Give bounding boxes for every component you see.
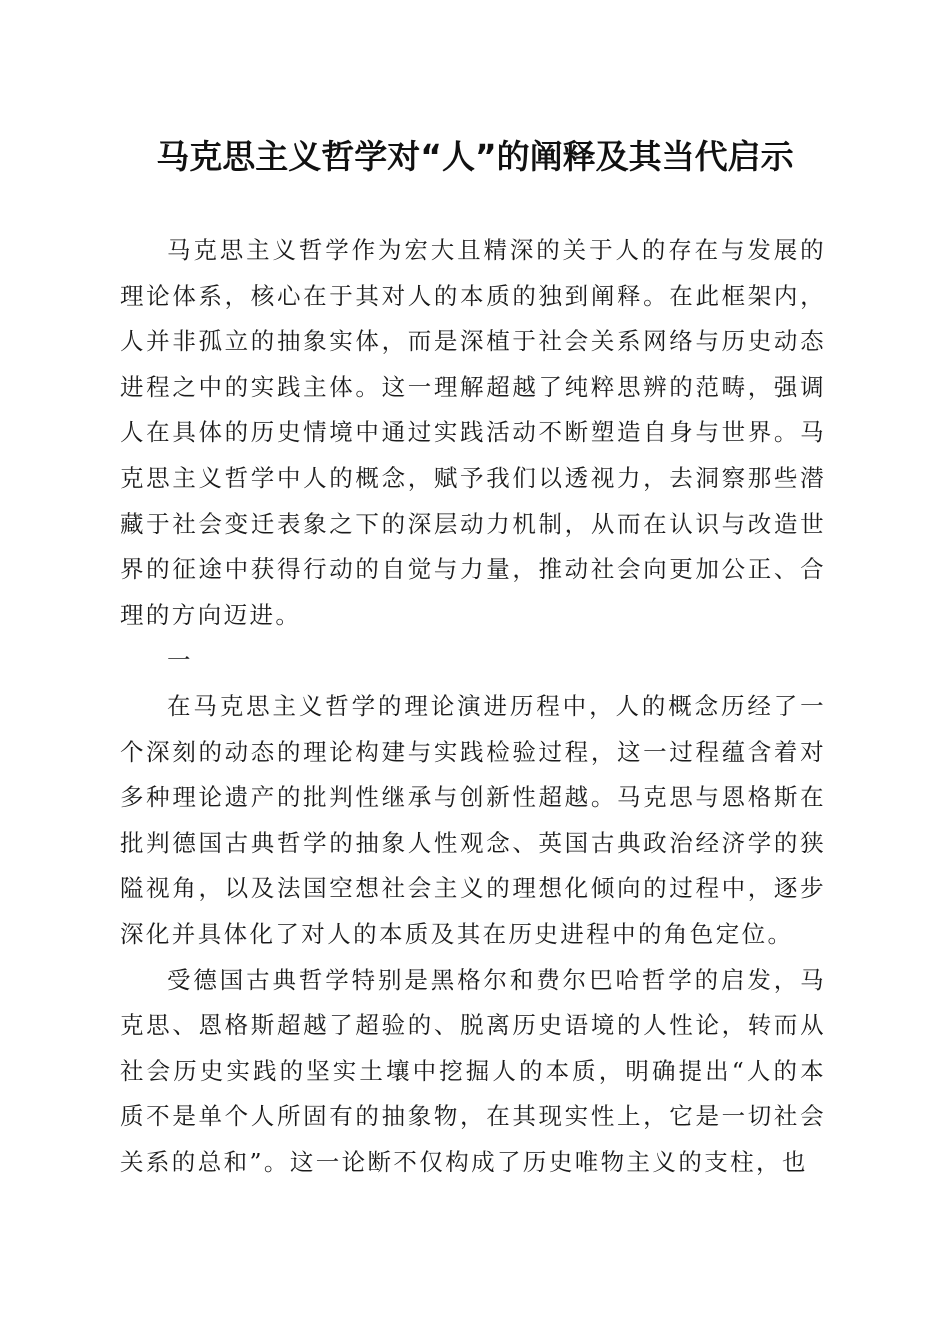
body-paragraph: 在马克思主义哲学的理论演进历程中，人的概念历经了一个深刻的动态的理论构建与实践检验过程，这一过程蕴含着对多种理论遗产的批判性继承与创新性超越。马克思与恩格斯在批判德国古典哲学的抽象人性观念、英国古典政治经济学的狭隘视角，以及法国空想社会主义的理想化倾向的过程中，逐步深化并具体化了对人的本质及其在历史进程中的角色定位。 bbox=[120, 691, 826, 948]
document-body bbox=[120, 228, 826, 1185]
body-paragraph: 受德国古典哲学特别是黑格尔和费尔巴哈哲学的启发，马克思、恩格斯超越了超验的、脱离历史语境的人性论，转而从社会历史实践的坚实土壤中挖掘人的本质，明确提出“人的本质不是单个人所固有的抽象物，在其现实性上，它是一切社会关系的总和”。这一论断不仅构成了历史唯物主义的支柱，也 bbox=[120, 965, 826, 1176]
intro-paragraph: 马克思主义哲学作为宏大且精深的关于人的存在与发展的理论体系，核心在于其对人的本质的独到阐释。在此框架内，人并非孤立的抽象实体，而是深植于社会关系网络与历史动态进程之中的实践主体。这一理解超越了纯粹思辨的范畴，强调人在具体的历史情境中通过实践活动不断塑造自身与世界。马克思主义哲学中人的概念，赋予我们以透视力，去洞察那些潜藏于社会变迁表象之下的深层动力机制，从而在认识与改造世界的征途中获得行动的自觉与力量，推动社会向更加公正、合理的方向迈进。 bbox=[120, 236, 826, 629]
section-heading-one: 一 bbox=[167, 646, 191, 675]
document-title: 马克思主义哲学对“人”的阐释及其当代启示 bbox=[156, 137, 794, 176]
